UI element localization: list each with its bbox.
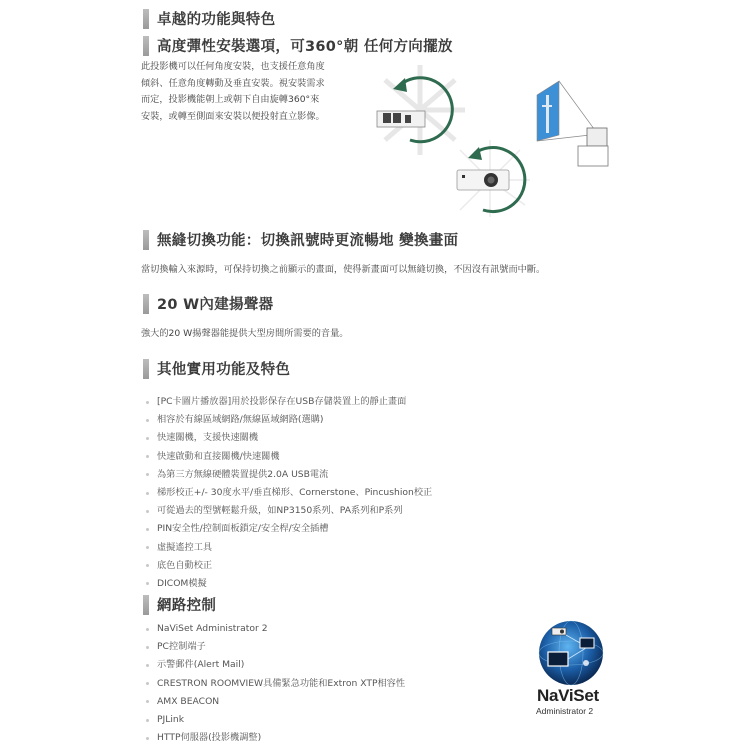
bullet-icon <box>146 510 149 513</box>
install-line: 而定，投影機能朝上或朝下自由旋轉360°來 <box>141 94 320 105</box>
list-item: 示警郵件(Alert Mail) <box>143 656 405 674</box>
bullet-icon <box>146 455 149 458</box>
seamless-description: 當切換輸入來源時，可保持切換之前顯示的畫面，使得新畫面可以無縫切換，不因沒有訊號而中斷。 <box>141 264 546 275</box>
bullet-icon <box>146 546 149 549</box>
list-item: PIN安全性/控制面板鎖定/安全桿/安全插槽 <box>143 520 432 538</box>
bullet-icon <box>146 564 149 567</box>
list-item: 可從過去的型號輕鬆升級，如NP3150系列、PA系列和P系列 <box>143 502 432 520</box>
bullet-icon <box>146 492 149 495</box>
list-item: 底色自動校正 <box>143 557 432 575</box>
install-title: 高度彈性安裝選項，可360°朝 任何方向擺放 <box>157 39 453 55</box>
seamless-heading <box>143 229 458 250</box>
network-features-list <box>143 620 405 747</box>
naviset-logo-subtitle: Administrator 2 <box>536 706 594 716</box>
speaker-title: 20 W內建揚聲器 <box>157 297 274 313</box>
list-item: CRESTRON ROOMVIEW具備緊急功能和Extron XTP相容性 <box>143 675 405 693</box>
list-item: [PC卡圖片播放器]用於投影保存在USB存儲裝置上的靜止畫面 <box>143 393 432 411</box>
heading-bar <box>143 36 149 56</box>
bullet-icon <box>146 737 149 740</box>
heading-bar <box>143 230 149 250</box>
bullet-icon <box>146 646 149 649</box>
bullet-icon <box>146 401 149 404</box>
install-line: 傾斜、任意角度轉動及垂直安裝。視安裝需求 <box>141 77 325 89</box>
list-item: 相容於有線區域網路/無線區域網路(選購) <box>143 411 432 429</box>
list-item: AMX BEACON <box>143 693 405 711</box>
install-description <box>141 59 371 125</box>
list-item: PJLink <box>143 711 405 729</box>
list-item: 快速關機，支援快速關機 <box>143 429 432 447</box>
projector-icon <box>457 170 509 190</box>
list-item: 虛擬遙控工具 <box>143 539 432 557</box>
bullet-icon <box>146 437 149 440</box>
bullet-icon <box>146 664 149 667</box>
list-item: DICOM模擬 <box>143 575 432 593</box>
speaker-heading <box>143 293 273 314</box>
vertical-projector-icon <box>587 128 607 146</box>
list-item: 梯形校正+/- 30度水平/垂直梯形、Cornerstone、Pincushion校正 <box>143 484 432 502</box>
list-item: 為第三方無線硬體裝置提供2.0A USB電流 <box>143 466 432 484</box>
list-item: NaViSet Administrator 2 <box>143 620 405 638</box>
projector-rotation-illustration <box>365 45 615 220</box>
list-item: HTTP伺服器(投影機調整) <box>143 729 405 747</box>
features-heading <box>143 8 275 29</box>
heading-bar <box>143 9 149 29</box>
bullet-icon <box>146 719 149 722</box>
naviset-logo-title: NaViSet <box>537 686 599 705</box>
bullet-icon <box>146 682 149 685</box>
install-line: 安裝，或轉至側面來安裝以便投射直立影像。 <box>141 110 325 122</box>
seamless-title: 無縫切換功能：切換訊號時更流暢地 變換畫面 <box>157 233 459 249</box>
network-heading <box>143 594 216 615</box>
speaker-description: 強大的20 W揚聲器能提供大型房間所需要的音量。 <box>141 328 349 339</box>
other-features-title: 其他實用功能及特色 <box>157 362 291 378</box>
bullet-icon <box>146 628 149 631</box>
heading-bar <box>143 294 149 314</box>
features-title: 卓越的功能與特色 <box>157 12 276 28</box>
bullet-icon <box>146 473 149 476</box>
bullet-icon <box>146 419 149 422</box>
bullet-icon <box>146 700 149 703</box>
heading-bar <box>143 359 149 379</box>
network-title: 網路控制 <box>157 598 217 614</box>
bullet-icon <box>146 582 149 585</box>
list-item: PC控制端子 <box>143 638 405 656</box>
heading-bar <box>143 595 149 615</box>
naviset-globe-icon <box>536 618 606 688</box>
other-features-heading <box>143 358 290 379</box>
list-item: 快速啟動和直接關機/快速關機 <box>143 448 432 466</box>
bullet-icon <box>146 528 149 531</box>
other-features-list <box>143 393 432 593</box>
install-line: 此投影機可以任何角度安裝，也支援任意角度 <box>141 61 325 72</box>
